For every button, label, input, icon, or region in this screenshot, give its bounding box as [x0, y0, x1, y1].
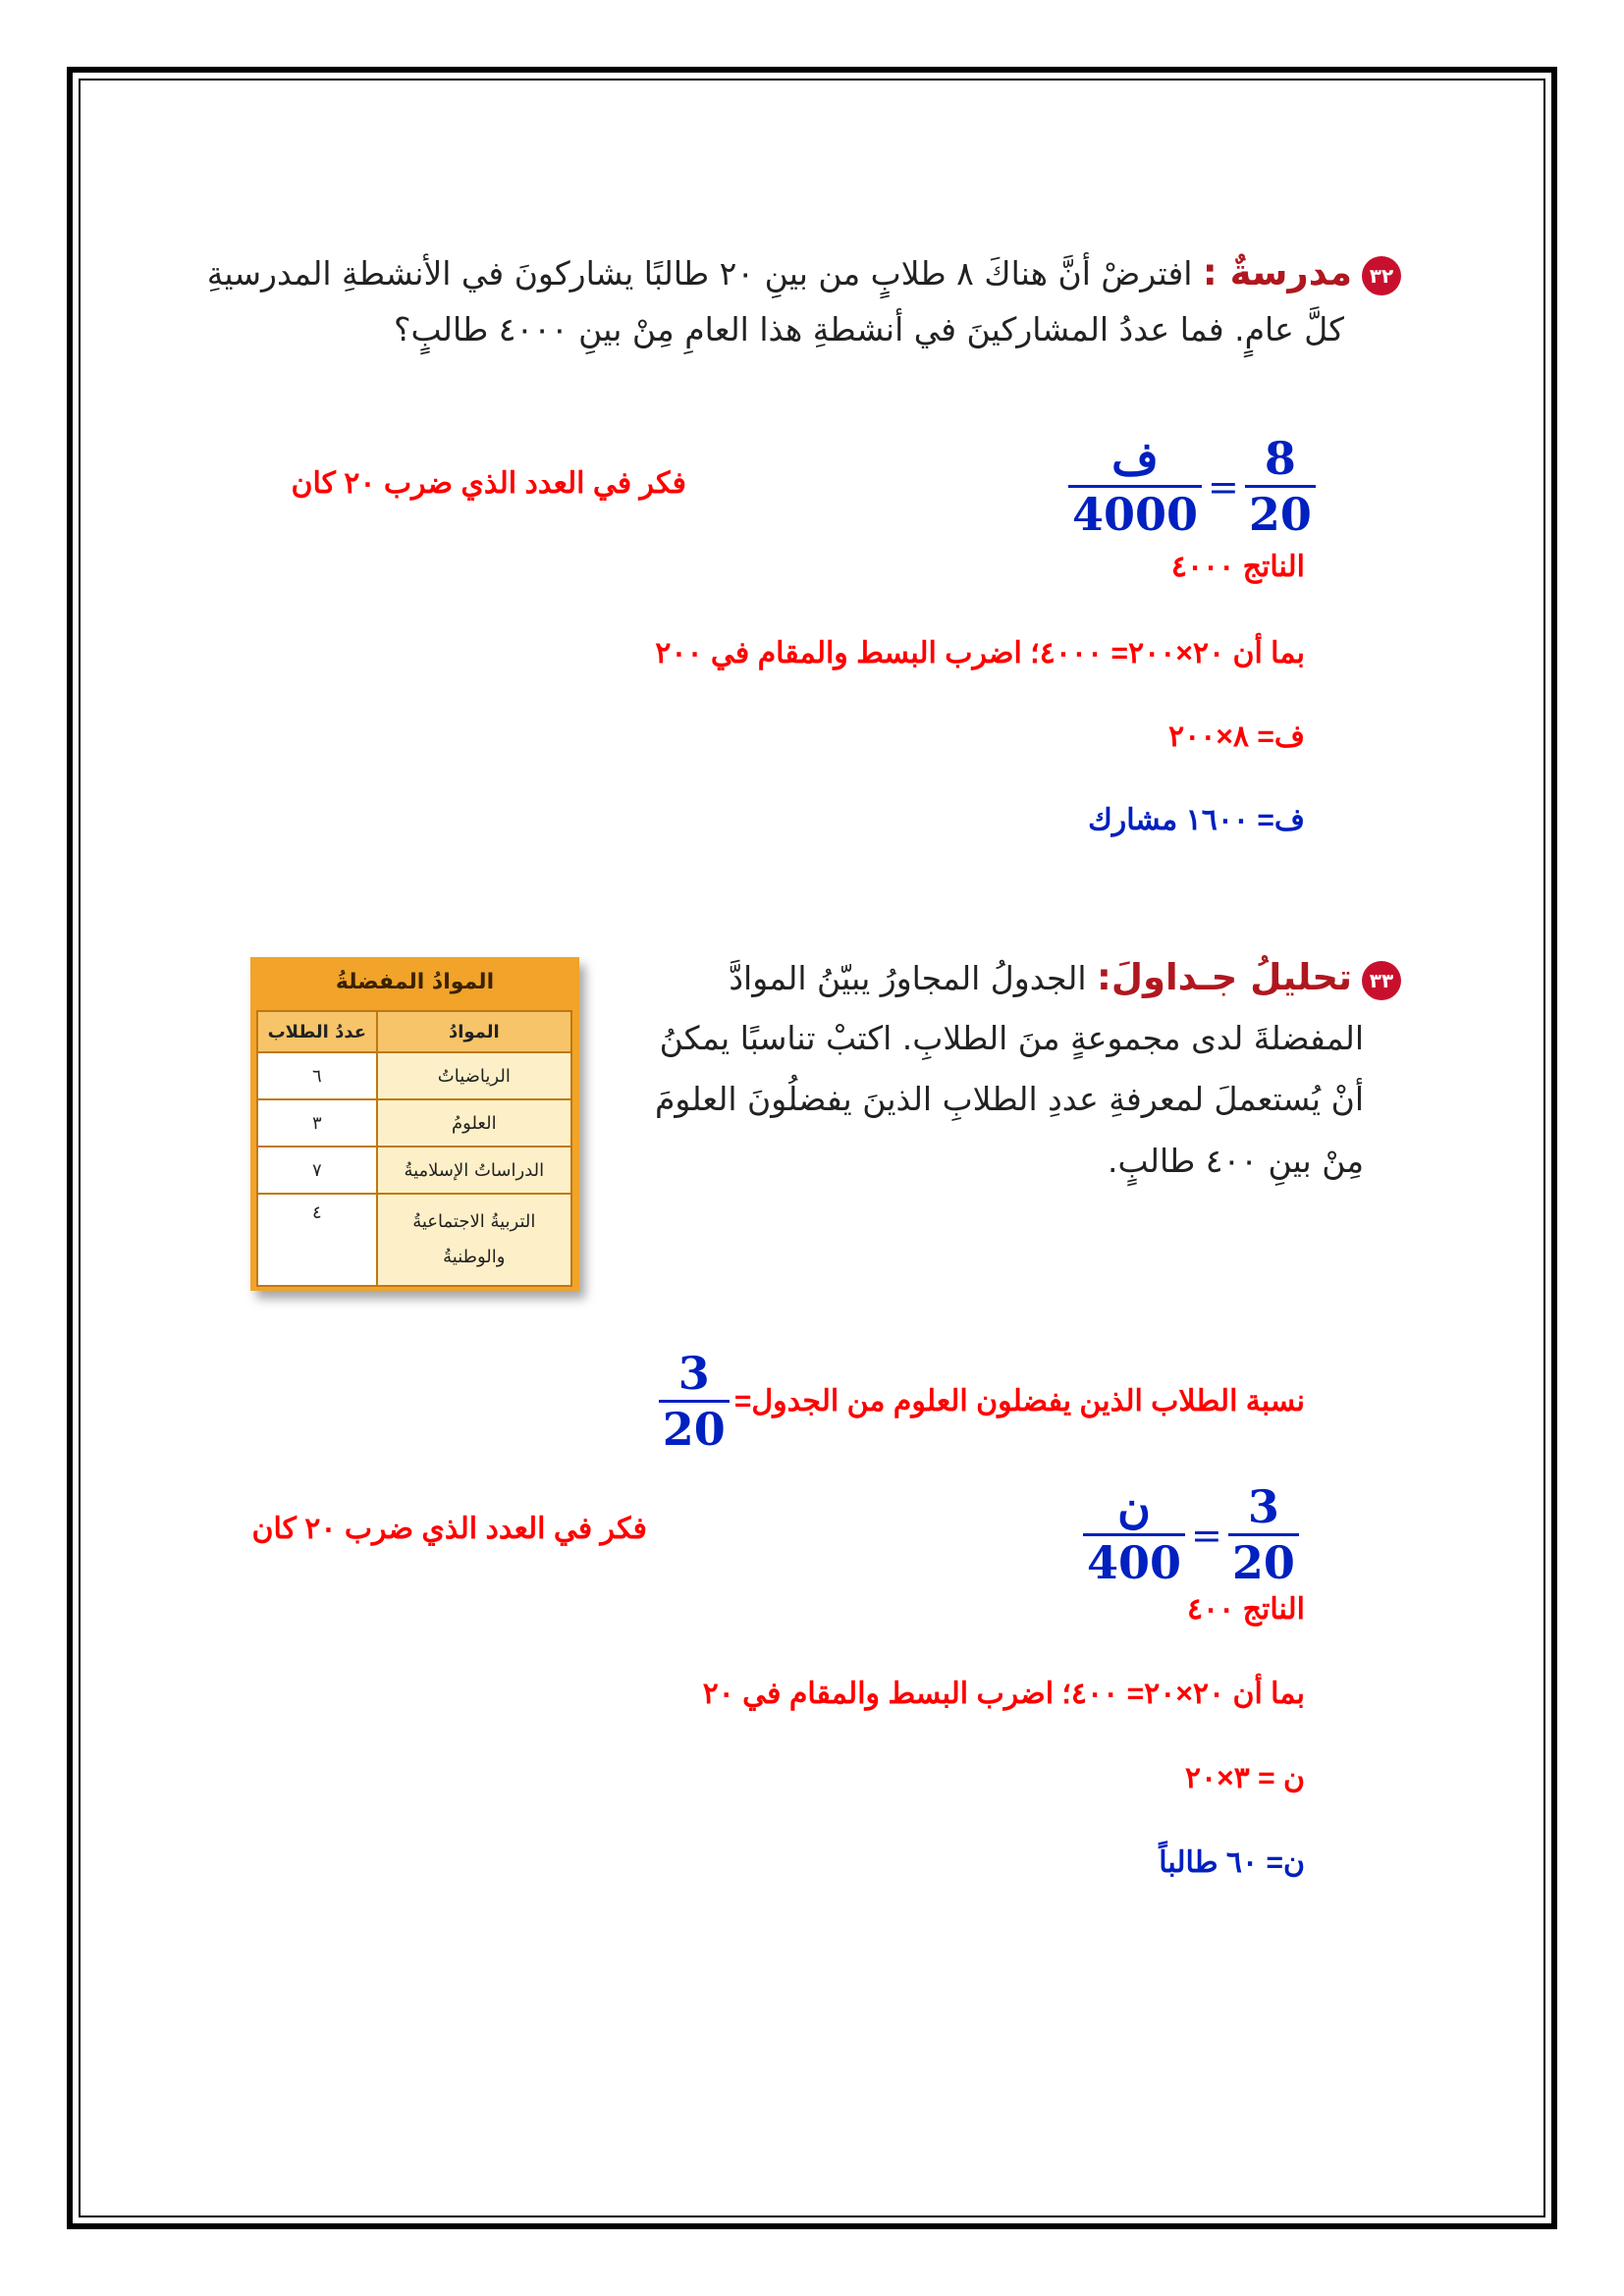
- answer-32: ف= ١٦٠٠ مشارك: [1088, 804, 1305, 836]
- cell-count: ٤: [257, 1194, 377, 1286]
- question-text-line1: الجدولُ المجاورُ يبيّنُ الموادَّ: [729, 959, 1087, 997]
- question-33-line3: أنْ يُستعملَ لمعرفةِ عددِ الطلابِ الذينَ يفضلُونَ العلومَ: [655, 1080, 1364, 1118]
- hint-text-33: فكر في العدد الذي ضرب ٢٠ كان: [251, 1513, 647, 1545]
- table-header-row: [257, 1011, 571, 1052]
- result-line-33: الناتج ٤٠٠: [1186, 1593, 1305, 1626]
- question-number-badge: ٣٢: [1362, 256, 1401, 295]
- step1-32: ف= ٨×٢٠٠: [1168, 721, 1305, 753]
- question-keyword: تحليلُ جـداولَ:: [1097, 956, 1352, 998]
- table-row: [257, 1052, 571, 1099]
- hint-text-32: فكر في العدد الذي ضرب ٢٠ كان: [291, 467, 686, 500]
- since-line-33: بما أن ٢٠×٢٠= ٤٠٠؛ اضرب البسط والمقام في ٢٠: [702, 1678, 1305, 1710]
- table-row: [257, 1099, 571, 1147]
- preferred-subjects-table: [250, 957, 579, 1291]
- question-32: [193, 245, 1401, 301]
- proportion-equation-33: $\frac{\text{ن}}{400}$ = $\frac{3}{20}$: [1083, 1480, 1299, 1589]
- cell-count: ٦: [257, 1052, 377, 1099]
- fraction-unknown: $\frac{\text{ن}}{400}$: [1083, 1480, 1185, 1589]
- table-row: [257, 1147, 571, 1194]
- ratio-fraction: $\frac{3}{20}$: [659, 1347, 730, 1456]
- ratio-line-33: [659, 1347, 1305, 1456]
- cell-subject: العلومُ: [377, 1099, 571, 1147]
- question-number-badge: ٣٣: [1362, 961, 1401, 1000]
- question-33: [729, 950, 1401, 1006]
- question-33-line4: مِنْ بينِ ٤٠٠ طالبٍ.: [1108, 1142, 1364, 1180]
- cell-count: ٣: [257, 1099, 377, 1147]
- fraction-known: $\frac{8}{20}$: [1245, 432, 1316, 541]
- result-line-32: الناتج ٤٠٠٠: [1170, 551, 1305, 583]
- since-line-32: بما أن ٢٠×٢٠٠= ٤٠٠٠؛ اضرب البسط والمقام في ٢٠٠: [655, 637, 1305, 669]
- ratio-label: نسبة الطلاب الذين يفضلون العلوم من الجدول=: [733, 1385, 1305, 1417]
- header-count: عددُ الطلاب: [257, 1011, 377, 1052]
- question-33-line2: المفضلةَ لدى مجموعةٍ منَ الطلابِ. اكتبْ تناسبًا يمكنُ: [659, 1019, 1364, 1057]
- cell-subject: الدراساتُ الإسلاميةُ: [377, 1147, 571, 1194]
- cell-subject: الرياضياتُ: [377, 1052, 571, 1099]
- step1-33: ن = ٣×٢٠: [1184, 1762, 1305, 1794]
- answer-33: ن= ٦٠ طالباً: [1159, 1846, 1305, 1879]
- proportion-equation-32: $\frac{\text{ف}}{4000}$ = $\frac{8}{20}$: [1068, 432, 1316, 541]
- question-keyword: مدرسةٌ :: [1202, 251, 1352, 294]
- table-row: [257, 1194, 571, 1286]
- fraction-unknown: $\frac{\text{ف}}{4000}$: [1068, 432, 1202, 541]
- fraction-known: $\frac{3}{20}$: [1228, 1480, 1299, 1589]
- cell-count: ٧: [257, 1147, 377, 1194]
- question-text-line2: كلَّ عامٍ. فما عددُ المشاركينَ في أنشطةِ هذا العامِ مِنْ بينِ ٤٠٠٠ طالبٍ؟: [393, 310, 1344, 348]
- question-32-line2: [394, 302, 1344, 357]
- question-text-line1: افترضْ أنَّ هناكَ ٨ طلابٍ من بينِ ٢٠ طالبًا يشاركونَ في الأنشطةِ المدرسيةِ: [206, 254, 1193, 293]
- subjects-table-grid: [256, 1010, 572, 1287]
- header-subject: الموادُ: [377, 1011, 571, 1052]
- table-title: الموادُ المفضلةُ: [335, 970, 495, 994]
- cell-subject: التربيةُ الاجتماعيةُ والوطنيةُ: [377, 1194, 571, 1286]
